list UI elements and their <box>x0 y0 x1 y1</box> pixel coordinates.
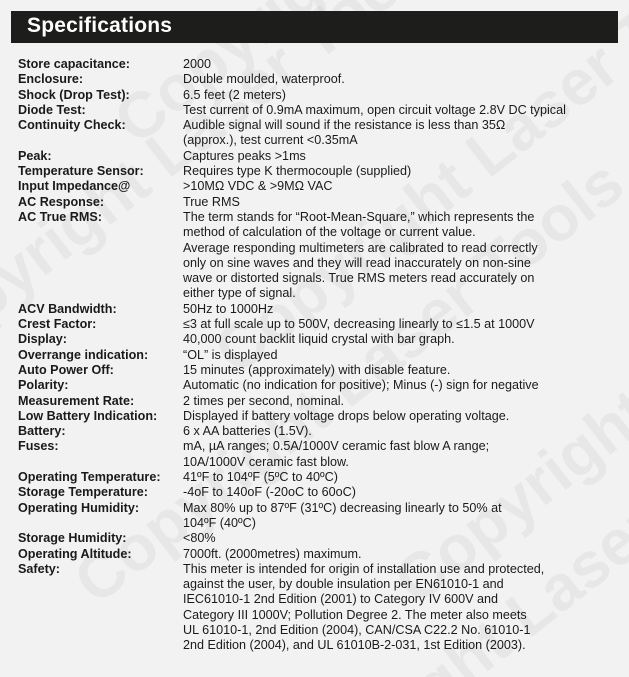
spec-label: AC Response: <box>18 194 105 209</box>
spec-value-line: Average responding multimeters are calibrated to read correctly <box>183 240 538 255</box>
spec-row <box>18 470 618 485</box>
spec-row <box>18 363 618 378</box>
spec-row <box>18 118 618 149</box>
spec-row <box>18 378 618 393</box>
spec-value <box>183 409 618 424</box>
spec-value-line: Test current of 0.9mA maximum, open circuit voltage 2.8V DC typical <box>183 102 566 117</box>
spec-value-line: IEC61010-1 2nd Edition (2001) to Category IV 600V and <box>183 592 499 607</box>
spec-value <box>183 118 618 149</box>
spec-value <box>183 195 618 210</box>
spec-row <box>18 317 618 332</box>
spec-label: Fuses: <box>18 439 59 454</box>
spec-label: Temperature Sensor: <box>18 164 144 179</box>
spec-row <box>18 179 618 194</box>
spec-value-line: 15 minutes (approximately) with disable feature. <box>183 362 451 377</box>
spec-value <box>183 302 618 317</box>
spec-label: Peak: <box>18 148 52 163</box>
spec-row <box>18 195 618 210</box>
spec-value-line: UL 61010-1, 2nd Edition (2004), CAN/CSA C22.2 No. 61010-1 <box>183 622 531 637</box>
spec-row <box>18 547 618 562</box>
spec-value <box>183 501 618 532</box>
spec-label: Battery: <box>18 424 66 439</box>
spec-value <box>183 149 618 164</box>
spec-value <box>183 562 618 654</box>
spec-value-line: Max 80% up to 87ºF (31ºC) decreasing linearly to 50% at <box>183 500 502 515</box>
spec-value-line: Audible signal will sound if the resistance is less than 35Ω <box>183 118 506 133</box>
spec-label: Low Battery Indication: <box>18 408 158 423</box>
spec-label: Diode Test: <box>18 102 86 117</box>
spec-value-line: “OL” is displayed <box>183 347 278 362</box>
spec-value <box>183 531 618 546</box>
spec-value-line: either type of signal. <box>183 286 296 301</box>
section-header <box>11 11 618 43</box>
spec-value <box>183 210 618 302</box>
spec-value-line: wave or distorted signals. True RMS meters read accurately on <box>183 271 535 286</box>
spec-row <box>18 348 618 363</box>
spec-value-line: 6.5 feet (2 meters) <box>183 87 286 102</box>
spec-value-line: This meter is intended for origin of installation use and protected, <box>183 561 545 576</box>
spec-row <box>18 485 618 500</box>
spec-label: Safety: <box>18 561 60 576</box>
spec-value-line: 104ºF (40ºC) <box>183 515 256 530</box>
spec-label: AC True RMS: <box>18 209 102 224</box>
spec-row <box>18 409 618 424</box>
spec-value <box>183 470 618 485</box>
spec-label: Storage Temperature: <box>18 485 148 500</box>
spec-value <box>183 485 618 500</box>
spec-value-line: 50Hz to 1000Hz <box>183 301 274 316</box>
spec-label: Input Impedance@ <box>18 179 131 194</box>
spec-label: Operating Altitude: <box>18 546 132 561</box>
spec-value-line: Requires type K thermocouple (supplied) <box>183 164 412 179</box>
spec-value-line: 10A/1000V ceramic fast blow. <box>183 454 349 469</box>
spec-row <box>18 103 618 118</box>
spec-value-line: mA, µA ranges; 0.5A/1000V ceramic fast blow A range; <box>183 439 490 454</box>
spec-value <box>183 378 618 393</box>
spec-value <box>183 57 618 72</box>
spec-label: Store capacitance: <box>18 57 130 71</box>
spec-label: Storage Humidity: <box>18 531 127 546</box>
spec-value-line: ≤3 at full scale up to 500V, decreasing linearly to ≤1.5 at 1000V <box>183 317 535 332</box>
spec-label: Display: <box>18 332 67 347</box>
spec-value <box>183 424 618 439</box>
spec-label: Auto Power Off: <box>18 362 114 377</box>
spec-row <box>18 562 618 654</box>
spec-label: Shock (Drop Test): <box>18 87 130 102</box>
section-title: Specifications <box>27 14 173 37</box>
spec-row <box>18 210 618 302</box>
spec-value <box>183 547 618 562</box>
spec-value <box>183 439 618 470</box>
spec-row <box>18 57 618 72</box>
spec-row <box>18 72 618 87</box>
spec-value <box>183 332 618 347</box>
spec-value-line: (approx.), test current <0.35mA <box>183 133 358 148</box>
spec-row <box>18 501 618 532</box>
spec-value-line: <80% <box>183 531 216 546</box>
spec-row <box>18 439 618 470</box>
spec-value-line: 41ºF to 104ºF (5ºC to 40ºC) <box>183 470 338 485</box>
spec-label: ACV Bandwidth: <box>18 301 117 316</box>
spec-value-line: Captures peaks >1ms <box>183 148 306 163</box>
spec-value <box>183 72 618 87</box>
spec-row <box>18 394 618 409</box>
spec-label: Crest Factor: <box>18 317 97 332</box>
spec-value-line: 2nd Edition (2004), and UL 61010B-2-031, 1st Edition (2003). <box>183 638 526 653</box>
spec-value-line: Displayed if battery voltage drops below operating voltage. <box>183 408 510 423</box>
spec-row <box>18 332 618 347</box>
spec-row <box>18 88 618 103</box>
spec-value-line: only on sine waves and they will read inaccurately on non-sine <box>183 255 531 270</box>
spec-value-line: The term stands for “Root-Mean-Square,” which represents the <box>183 209 535 224</box>
spec-row <box>18 424 618 439</box>
spec-value-line: Category III 1000V; Pollution Degree 2. The meter also meets <box>183 607 527 622</box>
spec-value-line: method of calculation of the voltage or current value. <box>183 225 476 240</box>
spec-row <box>18 164 618 179</box>
spec-label: Measurement Rate: <box>18 393 135 408</box>
spec-value-line: 2 times per second, nominal. <box>183 393 345 408</box>
spec-value-line: True RMS <box>183 194 240 209</box>
spec-value-line: 6 x AA batteries (1.5V). <box>183 424 312 439</box>
specifications-list <box>18 57 618 654</box>
spec-value-line: 7000ft. (2000metres) maximum. <box>183 546 362 561</box>
spec-value-line: >10MΩ VDC & >9MΩ VAC <box>183 179 333 194</box>
spec-label: Enclosure: <box>18 72 84 87</box>
spec-value <box>183 394 618 409</box>
spec-value-line: against the user, by double insulation per EN61010-1 and <box>183 577 504 592</box>
spec-value <box>183 363 618 378</box>
spec-label: Operating Humidity: <box>18 500 140 515</box>
spec-label: Polarity: <box>18 378 69 393</box>
spec-row <box>18 149 618 164</box>
spec-value-line: Double moulded, waterproof. <box>183 72 345 87</box>
spec-value <box>183 88 618 103</box>
spec-value-line: 40,000 count backlit liquid crystal with bar graph. <box>183 332 455 347</box>
spec-label: Overrange indication: <box>18 347 149 362</box>
spec-value-line: Automatic (no indication for positive); Minus (-) sign for negative <box>183 378 539 393</box>
spec-value <box>183 317 618 332</box>
spec-value-line: 2000 <box>183 57 212 71</box>
spec-value <box>183 164 618 179</box>
spec-label: Continuity Check: <box>18 118 126 133</box>
spec-value <box>183 179 618 194</box>
spec-value-line: -4oF to 140oF (-20oC to 60oC) <box>183 485 356 500</box>
spec-row <box>18 302 618 317</box>
spec-value <box>183 103 618 118</box>
spec-label: Operating Temperature: <box>18 470 161 485</box>
spec-row <box>18 531 618 546</box>
spec-value <box>183 348 618 363</box>
